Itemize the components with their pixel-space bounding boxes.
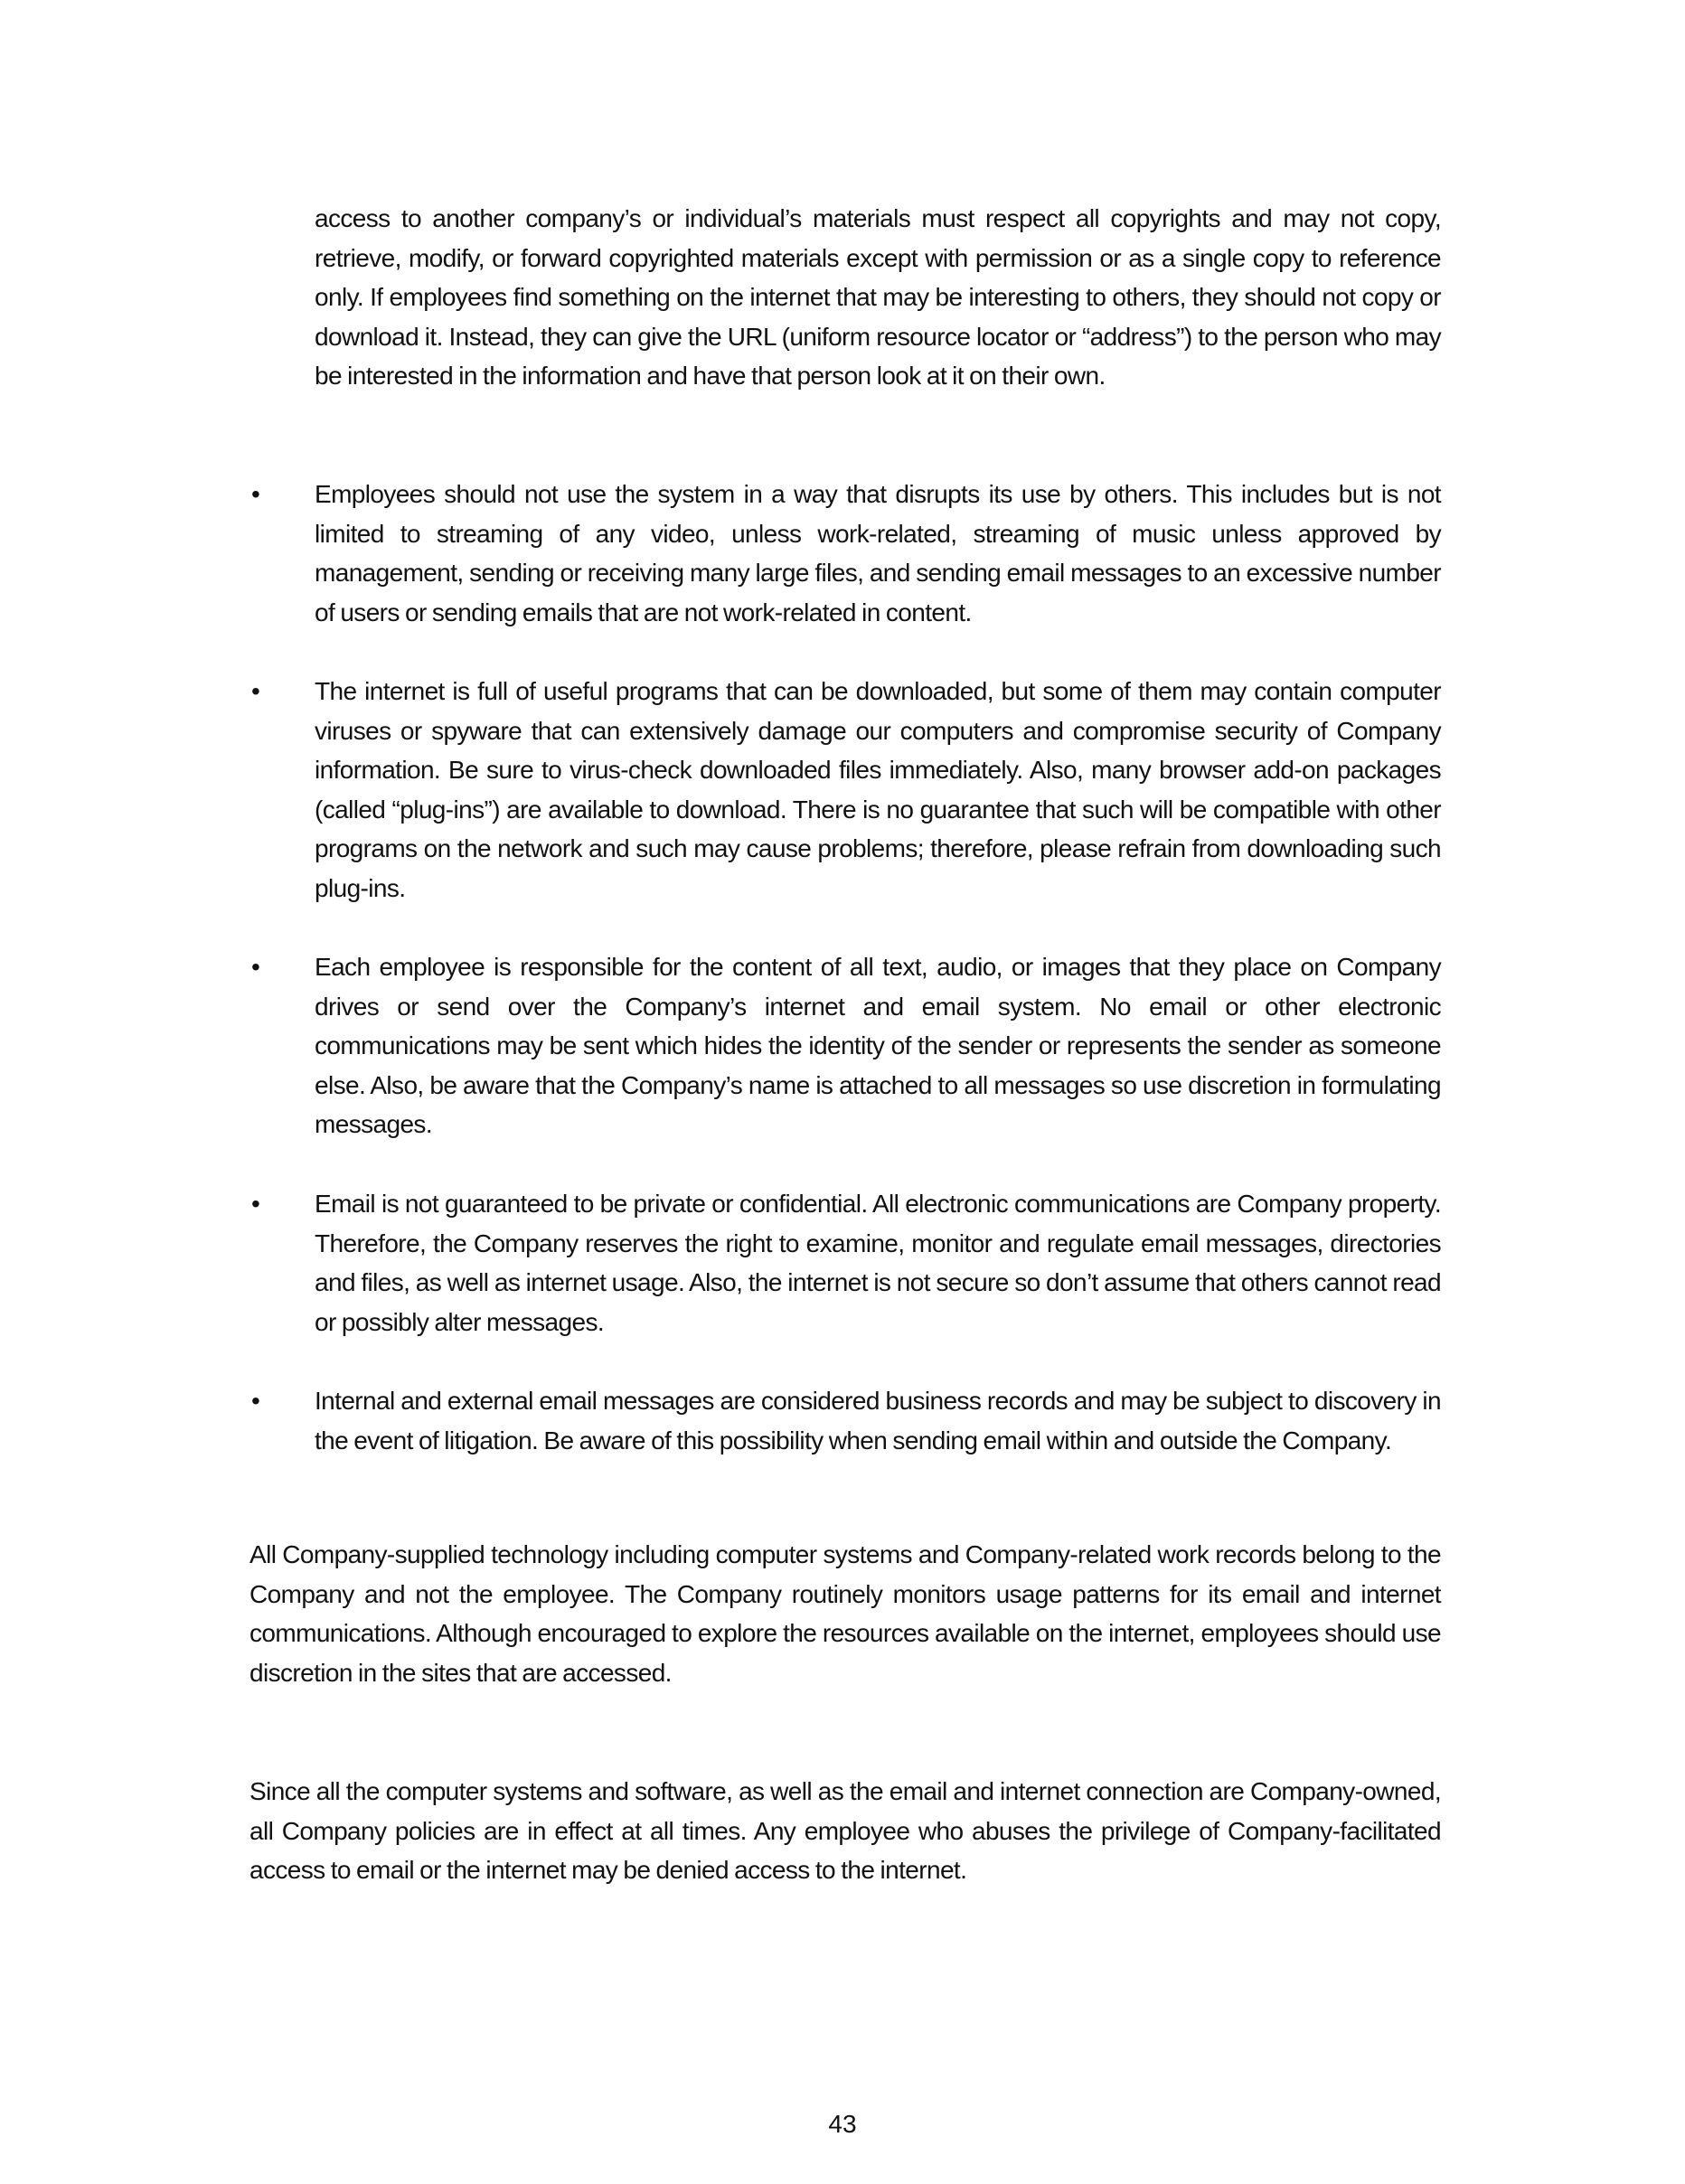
- list-item: [249, 672, 1441, 947]
- list-item: [249, 475, 1441, 672]
- bullet-icon: •: [251, 480, 260, 508]
- list-item-text: The internet is full of useful programs that can be downloaded, but some of them may contain computer viruses or spyware that can extensively damage our computers and compromise security of Company information. Be sure to virus-check downloaded files immediately. Also, many browser add-on packages (called “plug-ins”) are available to download. There is no guarantee that such will be compatible with other programs on the network and such may cause problems; therefore, please refrain from downloading such plug-ins.: [315, 677, 1441, 902]
- bullet-icon: •: [251, 677, 260, 705]
- list-item-text: Internal and external email messages are considered business records and may be subject to discovery in the event of litigation. Be aware of this possibility when sending email within and outside the Company.: [315, 1387, 1441, 1454]
- list-item-text: Employees should not use the system in a way that disrupts its use by others. This includes but is not limited to streaming of any video, unless work-related, streaming of music unless approved by management, sending or receiving many large files, and sending email messages to an excessive number of users or sending emails that are not work-related in content.: [315, 480, 1441, 626]
- paragraph-company-policies: Since all the computer systems and software, as well as the email and internet connection are Company-owned, all Company policies are in effect at all times. Any employee who abuses the privilege of Company-facilitated access to email or the internet may be denied access to the internet.: [249, 1777, 1441, 1885]
- bullet-icon: •: [251, 953, 260, 981]
- bullet-icon: •: [251, 1190, 260, 1218]
- list-item: [249, 1381, 1441, 1500]
- list-item: [249, 1184, 1441, 1381]
- bullet-list: [249, 475, 1441, 1500]
- bullet-icon: •: [251, 1387, 260, 1415]
- list-item-text: Each employee is responsible for the content of all text, audio, or images that they place on Company drives or send over the Company’s internet and email system. No email or other electronic communications may be sent which hides the identity of the sender or represents the sender as someone else. Also, be aware that the Company’s name is attached to all messages so use discretion in formulating messages.: [315, 953, 1441, 1139]
- page-number: 43: [828, 2110, 857, 2138]
- list-item: [249, 947, 1441, 1184]
- list-item-text: Email is not guaranteed to be private or confidential. All electronic communications are Company property. Therefore, the Company reserves the right to examine, monitor and regulate email messages, directories and files, as well as internet usage. Also, the internet is not secure so don’t assume that others cannot read or possibly alter messages.: [315, 1190, 1441, 1336]
- continued-list-item-text: access to another company’s or individual’s materials must respect all copyrights and may not copy, retrieve, modify, or forward copyrighted materials except with permission or as a single copy to reference only. If employees find something on the internet that may be interesting to others, they should not copy or download it. Instead, they can give the URL (uniform resource locator or “address”) to the person who may be interested in the information and have that person look at it on their own.: [315, 204, 1441, 391]
- paragraph-company-technology: All Company-supplied technology including computer systems and Company-related work records belong to the Company and not the employee. The Company routinely monitors usage patterns for its email and internet communications. Although encouraged to explore the resources available on the internet, employees should use discretion in the sites that are accessed.: [249, 1540, 1441, 1687]
